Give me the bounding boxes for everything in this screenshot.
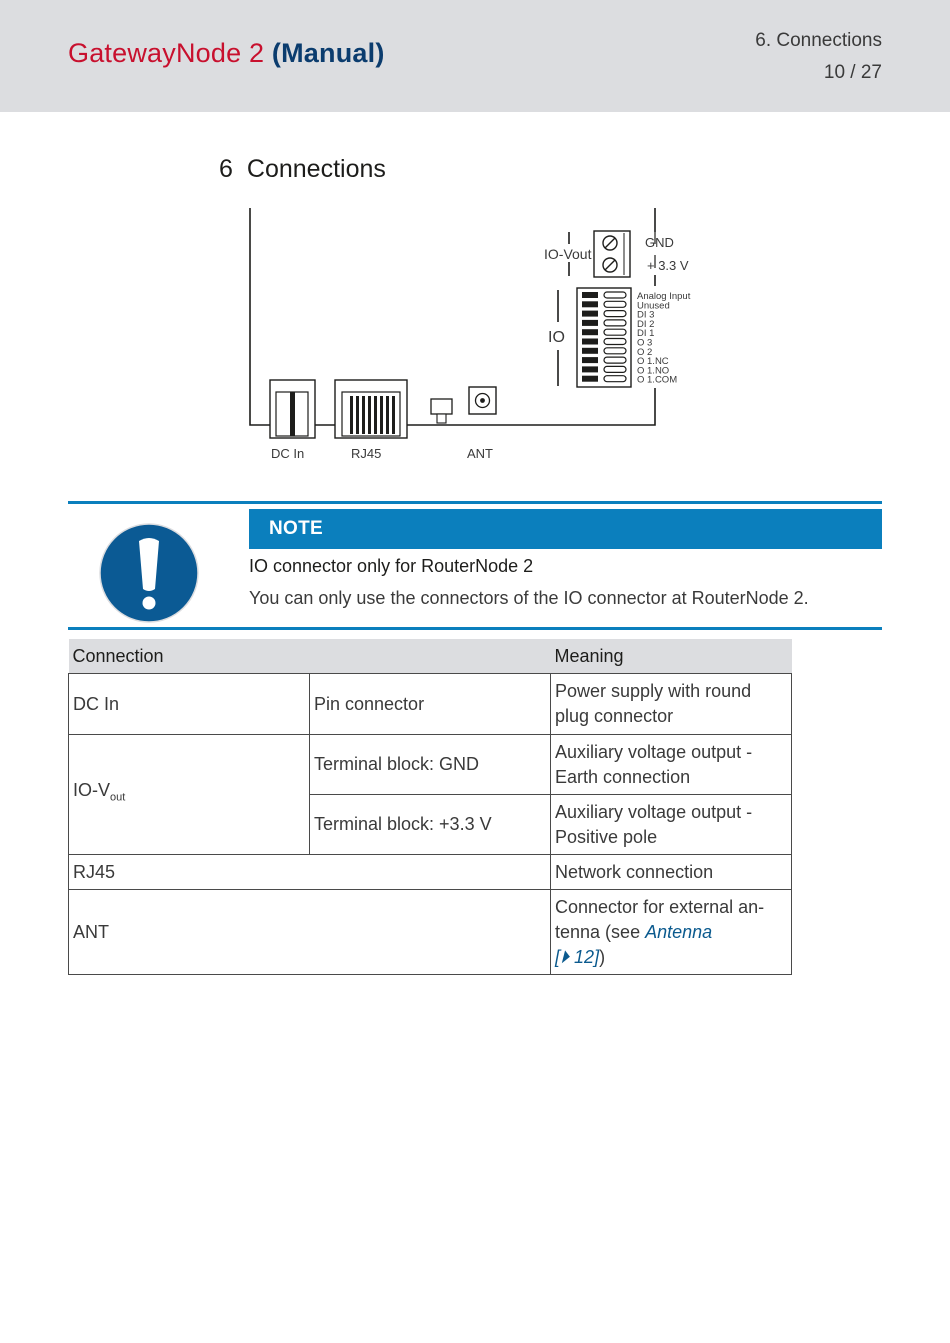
table-header-row <box>69 639 792 674</box>
chapter-title: 6. Connections <box>755 30 882 51</box>
header-meaning: Meaning <box>551 639 792 674</box>
io-vout-label: IO-V <box>73 780 111 801</box>
io-pin-label: DI 1 <box>637 328 655 340</box>
io-vout-subscript: out <box>110 791 126 804</box>
note-title: IO connector only for RouterNode 2 <box>249 556 534 576</box>
io-pin-label: Analog Input <box>637 291 691 302</box>
table-row <box>69 735 792 795</box>
label-3v3: + 3.3 V <box>647 258 689 273</box>
header-connection: Connection <box>69 639 551 674</box>
cell-connection <box>69 735 310 855</box>
cell-detail: Pin connector <box>310 674 551 735</box>
ref-page: 12 <box>569 946 595 967</box>
io-pin-label: O 1.NO <box>637 365 670 377</box>
page-number: 10 / 27 <box>823 62 882 83</box>
page-reference-link[interactable] <box>555 947 599 967</box>
note-top-rule <box>68 501 882 504</box>
antenna-link[interactable]: Antenna <box>645 921 713 942</box>
cell-detail: Terminal block: +3.3 V <box>310 795 551 855</box>
note-bottom-rule <box>68 627 882 630</box>
label-rj45: RJ45 <box>351 446 382 461</box>
rj45-connector <box>335 380 407 438</box>
ref-close: ] <box>594 946 600 967</box>
exclamation-circle-icon <box>99 523 199 623</box>
cell-connection: DC In <box>69 674 310 735</box>
dc-in-connector <box>270 380 315 438</box>
ant-connector <box>469 387 496 414</box>
label-ant: ANT <box>467 446 493 461</box>
io-pin-label: Unused <box>637 300 670 312</box>
ref-open: [ <box>555 946 561 967</box>
io-pin-label: O 2 <box>637 346 653 358</box>
io-pin-label: DI 3 <box>637 309 655 321</box>
io-pin-label: O 1.COM <box>637 374 678 386</box>
io-terminal-block <box>558 288 631 387</box>
io-pin-label: O 1.NC <box>637 356 669 368</box>
connections-diagram <box>0 0 950 480</box>
ant-meaning-prefix: Connector for external an-tenna (see <box>555 896 765 942</box>
cell-connection: ANT <box>69 890 551 975</box>
section-number: 6 <box>219 155 233 183</box>
label-io: IO <box>548 329 565 346</box>
cell-meaning: Auxiliary voltage output - Earth connection <box>551 735 792 795</box>
table-row <box>69 674 792 735</box>
cell-detail: Terminal block: GND <box>310 735 551 795</box>
label-io-vout: IO-Vout <box>544 246 592 262</box>
product-name: GatewayNode 2 <box>68 38 265 68</box>
section-title: Connections <box>246 155 386 183</box>
manual-label: (Manual) <box>271 38 385 68</box>
connections-table <box>68 639 792 975</box>
ant-meaning-suffix: ) <box>599 946 606 967</box>
cell-meaning: Power supply with round plug connector <box>551 674 792 735</box>
note-text: You can only use the connectors of the IO connector at RouterNode 2. <box>249 588 809 608</box>
cell-meaning <box>551 890 792 975</box>
label-dc-in: DC In <box>271 446 305 461</box>
cell-meaning: Network connection <box>551 855 792 890</box>
button-component <box>431 399 452 423</box>
arrow-right-icon: ⏵ <box>560 946 570 967</box>
cell-meaning: Auxiliary voltage output - Positive pole <box>551 795 792 855</box>
note-header: NOTE <box>249 509 882 549</box>
io-pin-label: DI 2 <box>637 318 655 330</box>
io-pin-label: O 3 <box>637 337 653 349</box>
label-gnd: GND <box>645 235 674 250</box>
cell-connection: RJ45 <box>69 855 551 890</box>
table-row <box>69 890 792 975</box>
table-row <box>69 855 792 890</box>
